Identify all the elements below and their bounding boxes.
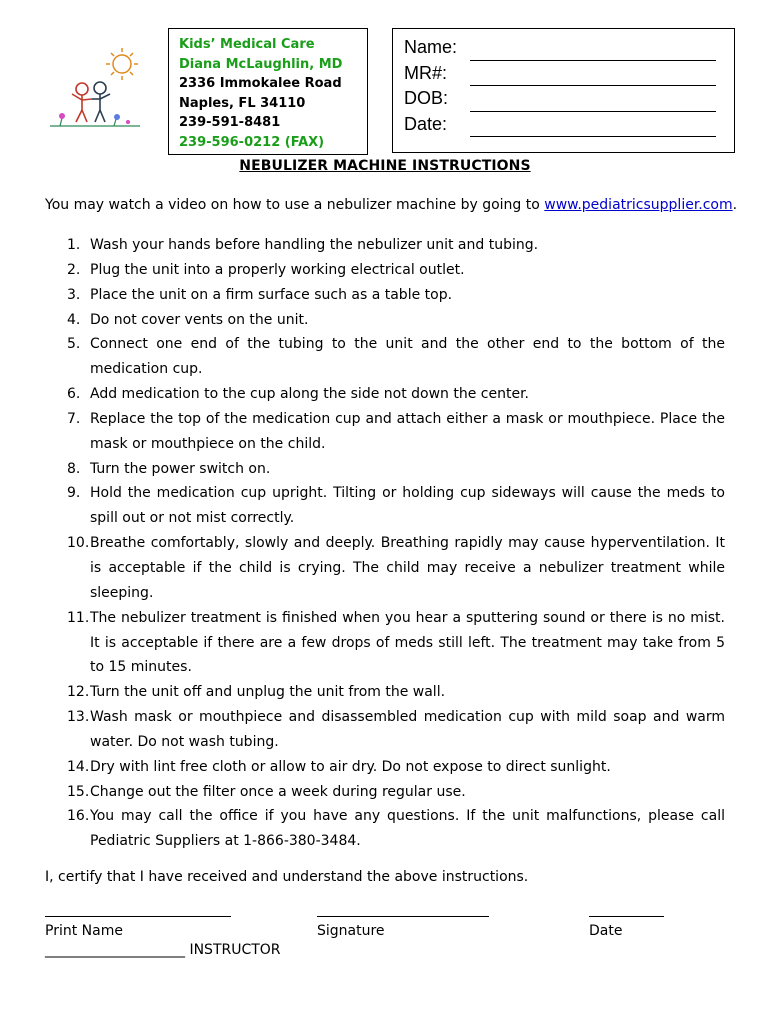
date-signature-label: Date bbox=[589, 923, 623, 939]
step-number: 14. bbox=[67, 758, 90, 775]
signature-label: Signature bbox=[317, 923, 385, 939]
list-item bbox=[45, 332, 725, 382]
step-number: 15. bbox=[67, 783, 90, 800]
step-number: 12. bbox=[67, 684, 90, 701]
instruction-steps-list bbox=[45, 233, 725, 854]
document-title: NEBULIZER MACHINE INSTRUCTIONS bbox=[239, 158, 531, 174]
list-item bbox=[45, 680, 725, 705]
step-text: Turn the unit off and unplug the unit from the wall. bbox=[90, 684, 446, 701]
step-number: 4. bbox=[67, 311, 81, 328]
kids-sun-logo-icon bbox=[40, 44, 152, 134]
list-item bbox=[45, 308, 725, 333]
step-number: 1. bbox=[67, 237, 81, 253]
step-text: You may call the office if you have any questions. If the unit malfunctions, please call Pediatric Suppliers at 1-866-380-3484. bbox=[90, 808, 725, 850]
list-item bbox=[45, 283, 725, 308]
clinic-address-line1: 2336 Immokalee Road bbox=[179, 76, 342, 92]
list-item bbox=[45, 481, 725, 531]
supplier-website-link[interactable]: www.pediatricsupplier.com bbox=[544, 197, 733, 213]
list-item bbox=[45, 382, 725, 407]
list-item bbox=[45, 755, 725, 780]
patient-name-label: Name: bbox=[404, 37, 458, 57]
clinic-phone: 239-591-8481 bbox=[179, 115, 281, 131]
certification-statement: I, certify that I have received and understand the above instructions. bbox=[45, 869, 529, 885]
step-number: 10. bbox=[67, 535, 90, 552]
step-text: Plug the unit into a properly working electrical outlet. bbox=[90, 261, 465, 278]
dob-label: DOB: bbox=[404, 88, 449, 108]
dob-line[interactable] bbox=[470, 93, 716, 112]
mr-number-label: MR#: bbox=[404, 62, 448, 83]
step-text: Change out the filter once a week during regular use. bbox=[90, 783, 466, 800]
step-text: Replace the top of the medication cup and attach either a mask or mouthpiece. Place the mask or mouthpiece on the child. bbox=[90, 410, 725, 452]
step-number: 3. bbox=[67, 286, 81, 303]
list-item bbox=[45, 780, 725, 805]
step-number: 16. bbox=[67, 808, 90, 825]
doctor-name: Diana McLaughlin, MD bbox=[179, 56, 343, 72]
intro-paragraph bbox=[45, 197, 737, 213]
list-item bbox=[45, 705, 725, 755]
step-text: Place the unit on a firm surface such as a table top. bbox=[90, 286, 453, 303]
clinic-name: Kids’ Medical Care bbox=[179, 37, 315, 52]
print-name-label: Print Name bbox=[45, 923, 123, 939]
step-number: 2. bbox=[67, 261, 81, 278]
intro-end: . bbox=[732, 197, 738, 213]
clinic-address-line2: Naples, FL 34110 bbox=[179, 95, 306, 111]
patient-name-line[interactable] bbox=[470, 42, 716, 61]
patient-info-box bbox=[392, 28, 735, 153]
date-label: Date: bbox=[404, 113, 448, 134]
intro-text: You may watch a video on how to use a nebulizer machine by going to bbox=[45, 197, 545, 213]
step-text: The nebulizer treatment is finished when you hear a sputtering sound or there is no mist. It is acceptable if there are a few drops of meds still left. The treatment may take from 5 to 15 minutes. bbox=[90, 609, 725, 676]
dob-field[interactable] bbox=[404, 86, 734, 112]
signature-line[interactable] bbox=[317, 916, 489, 917]
step-number: 9. bbox=[67, 485, 81, 502]
date-signature-line[interactable] bbox=[589, 916, 664, 917]
step-text: Connect one end of the tubing to the unit and the other end to the bottom of the medication cup. bbox=[90, 336, 725, 378]
date-field[interactable] bbox=[404, 112, 734, 138]
step-number: 6. bbox=[67, 386, 81, 403]
step-number: 5. bbox=[67, 336, 81, 353]
list-item bbox=[45, 457, 725, 482]
step-text: Wash your hands before handling the nebulizer unit and tubing. bbox=[90, 237, 539, 253]
step-number: 13. bbox=[67, 709, 90, 726]
list-item bbox=[45, 407, 725, 457]
mr-number-field[interactable] bbox=[404, 61, 734, 87]
step-number: 7. bbox=[67, 410, 81, 427]
step-text: Wash mask or mouthpiece and disassembled medication cup with mild soap and warm water. Do not wash tubing. bbox=[90, 709, 725, 750]
list-item bbox=[45, 606, 725, 681]
list-item bbox=[45, 804, 725, 854]
step-text: Breathe comfortably, slowly and deeply. Breathing rapidly may cause hyperventilation. It is acceptable if the child is crying. The child may receive a nebulizer treatment while sleeping. bbox=[90, 535, 725, 601]
list-item bbox=[45, 531, 725, 606]
list-item bbox=[45, 233, 725, 258]
mr-number-line[interactable] bbox=[470, 67, 716, 86]
clinic-info-box bbox=[168, 28, 368, 155]
step-text: Hold the medication cup upright. Tilting or holding cup sideways will cause the meds to spill out or not mist correctly. bbox=[90, 485, 725, 527]
step-text: Add medication to the cup along the side not down the center. bbox=[90, 386, 530, 403]
patient-name-field[interactable] bbox=[404, 35, 734, 61]
list-item bbox=[45, 258, 725, 283]
clinic-fax: 239-596-0212 (FAX) bbox=[179, 134, 325, 150]
step-number: 8. bbox=[67, 460, 81, 477]
print-name-line[interactable] bbox=[45, 916, 231, 917]
instructor-line[interactable]: ____________________ INSTRUCTOR bbox=[45, 942, 281, 958]
step-number: 11. bbox=[67, 609, 90, 626]
step-text: Turn the power switch on. bbox=[90, 460, 271, 477]
step-text: Do not cover vents on the unit. bbox=[90, 311, 309, 328]
date-line[interactable] bbox=[470, 118, 716, 137]
step-text: Dry with lint free cloth or allow to air dry. Do not expose to direct sunlight. bbox=[90, 758, 611, 775]
